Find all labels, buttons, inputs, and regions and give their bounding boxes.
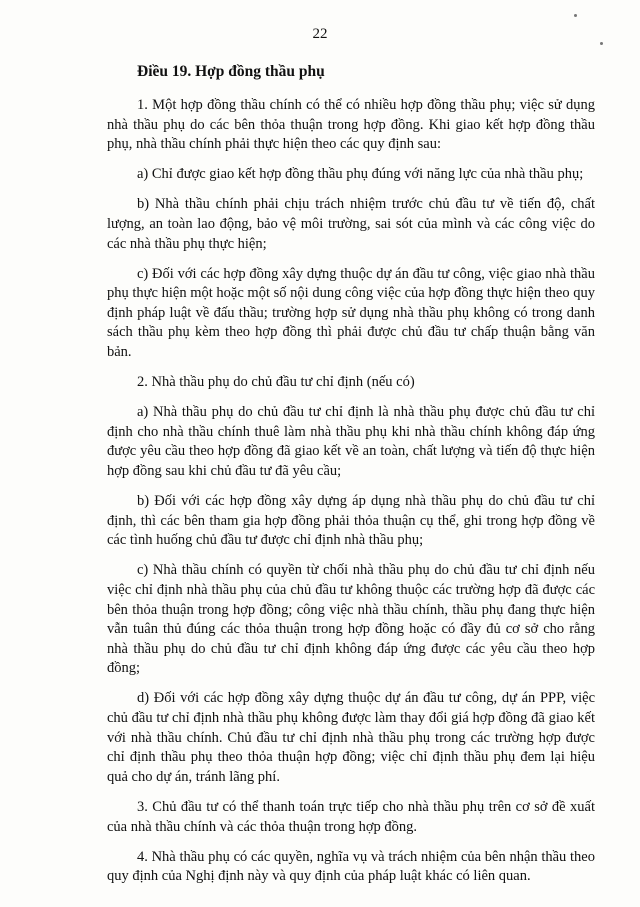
paragraph: c) Nhà thầu chính có quyền từ chối nhà thầu phụ do chủ đầu tư chỉ định nếu việc chỉ định nhà thầu phụ của chủ đầu tư không thuộc các trường hợp đã được các bên thỏa thuận trong hợp đồng; công việc nhà thầu chính, thầu phụ đang thực hiện vẫn tuân thủ đúng các thỏa thuận trong hợp đồng hoặc có đầy đủ cơ sở cho rằng nhà thầu phụ do chủ đầu tư chỉ định không đáp ứng được các yêu cầu theo hợp đồng; [107, 562, 595, 677]
paragraph: 1. Một hợp đồng thầu chính có thể có nhiều hợp đồng thầu phụ; việc sử dụng nhà thầu phụ do các bên thỏa thuận trong hợp đồng. Khi giao kết hợp đồng thầu phụ, nhà thầu chính phải thực hiện theo các quy định sau: [107, 97, 595, 153]
paragraph: b) Đối với các hợp đồng xây dựng áp dụng nhà thầu phụ do chủ đầu tư chỉ định, thì các bên tham gia hợp đồng phải thỏa thuận cụ thể, ghi trong hợp đồng về các tình huống chủ đầu tư được chỉ định nhà thầu phụ; [107, 493, 595, 549]
document-body [107, 62, 595, 897]
page-number: 22 [312, 26, 328, 42]
paragraph: 4. Nhà thầu phụ có các quyền, nghĩa vụ và trách nhiệm của bên nhận thầu theo quy định của Nghị định này và quy định của pháp luật khác có liên quan. [107, 848, 595, 885]
scan-speck [600, 42, 603, 45]
paragraph: a) Chỉ được giao kết hợp đồng thầu phụ đúng với năng lực của nhà thầu phụ; [137, 166, 584, 183]
scan-speck [574, 14, 577, 17]
paragraph: c) Đối với các hợp đồng xây dựng thuộc dự án đầu tư công, việc giao nhà thầu phụ thực hiện một hoặc một số nội dung công việc của hợp đồng thực hiện theo quy định pháp luật về đấu thầu; trường hợp sử dụng nhà thầu phụ không có trong danh sách thầu phụ kèm theo hợp đồng thì phải được chủ đầu tư chấp thuận bằng văn bản. [107, 265, 595, 361]
paragraph: d) Đối với các hợp đồng xây dựng thuộc dự án đầu tư công, dự án PPP, việc chủ đầu tư chỉ định nhà thầu phụ không được làm thay đổi giá hợp đồng đã giao kết với nhà thầu chính. Chủ đầu tư chỉ định nhà thầu phụ trong các trường hợp được chỉ định thầu phụ theo thỏa thuận hợp đồng; việc chỉ định thầu phụ đem lại hiệu quả cho dự án, tránh lãng phí. [107, 690, 595, 785]
article-heading: Điều 19. Hợp đồng thầu phụ [137, 63, 325, 80]
paragraph: b) Nhà thầu chính phải chịu trách nhiệm trước chủ đầu tư về tiến độ, chất lượng, an toàn lao động, bảo vệ môi trường, sai sót của mình và các công việc do các nhà thầu phụ thực hiện; [107, 196, 595, 252]
paragraph: a) Nhà thầu phụ do chủ đầu tư chỉ định là nhà thầu phụ được chủ đầu tư chỉ định cho nhà thầu chính thuê làm nhà thầu phụ khi nhà thầu chính không đáp ứng được yêu cầu theo hợp đồng đã giao kết về an toàn, chất lượng và tiến độ thực hiện hợp đồng sau khi chủ đầu tư đã yêu cầu; [107, 404, 595, 479]
paragraph: 2. Nhà thầu phụ do chủ đầu tư chỉ định (nếu có) [137, 374, 415, 391]
paragraph: 3. Chủ đầu tư có thể thanh toán trực tiếp cho nhà thầu phụ trên cơ sở đề xuất của nhà thầu chính và các thỏa thuận trong hợp đồng. [107, 798, 595, 835]
